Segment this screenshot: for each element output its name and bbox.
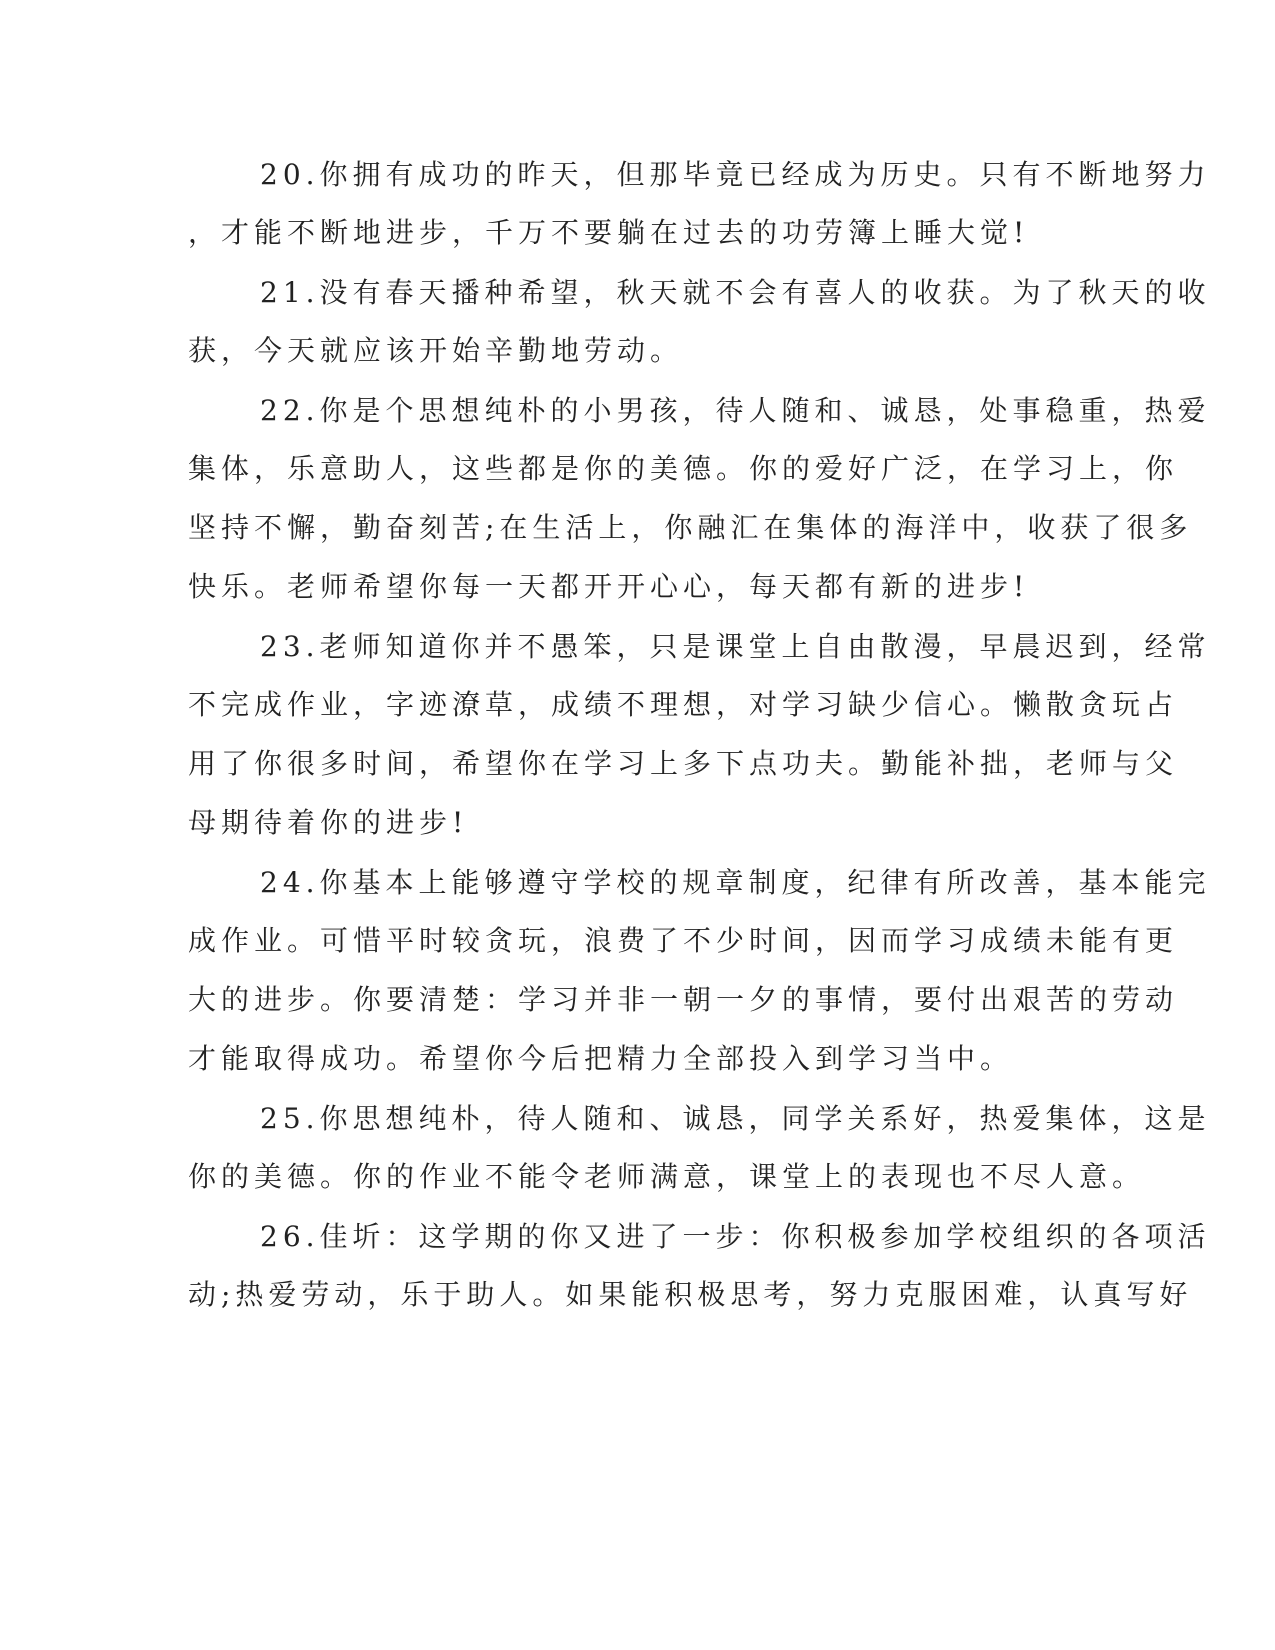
paragraph-21-line-1: 21.没有春天播种希望，秋天就不会有喜人的收获。为了秋天的收	[260, 276, 1211, 309]
paragraph-24-line-4: 才能取得成功。希望你今后把精力全部投入到学习当中。	[188, 1042, 1014, 1075]
paragraph-26-line-2: 动;热爱劳动，乐于助人。如果能积极思考，努力克服困难，认真写好	[188, 1278, 1193, 1311]
paragraph-20-line-2: ，才能不断地进步，千万不要躺在过去的功劳簿上睡大觉!	[188, 216, 1030, 249]
paragraph-26-line-1: 26.佳圻：这学期的你又进了一步：你积极参加学校组织的各项活	[260, 1220, 1211, 1253]
paragraph-23-line-3: 用了你很多时间，希望你在学习上多下点功夫。勤能补拙，老师与父	[188, 747, 1179, 780]
paragraph-22-line-2: 集体，乐意助人，这些都是你的美德。你的爱好广泛，在学习上，你	[188, 452, 1179, 485]
paragraph-24-line-1: 24.你基本上能够遵守学校的规章制度，纪律有所改善，基本能完	[260, 866, 1211, 899]
paragraph-22-line-4: 快乐。老师希望你每一天都开开心心，每天都有新的进步!	[188, 570, 1030, 603]
paragraph-21-line-2: 获，今天就应该开始辛勤地劳动。	[188, 334, 684, 367]
paragraph-23-line-4: 母期待着你的进步!	[188, 806, 469, 839]
paragraph-20-line-1: 20.你拥有成功的昨天，但那毕竟已经成为历史。只有不断地努力	[260, 158, 1211, 191]
paragraph-23-line-1: 23.老师知道你并不愚笨，只是课堂上自由散漫，早晨迟到，经常	[260, 630, 1211, 663]
paragraph-22-line-3: 坚持不懈，勤奋刻苦;在生活上，你融汇在集体的海洋中，收获了很多	[188, 511, 1193, 544]
paragraph-23-line-2: 不完成作业，字迹潦草，成绩不理想，对学习缺少信心。懒散贪玩占	[188, 688, 1179, 721]
paragraph-25-line-2: 你的美德。你的作业不能令老师满意，课堂上的表现也不尽人意。	[188, 1160, 1146, 1193]
paragraph-24-line-3: 大的进步。你要清楚：学习并非一朝一夕的事情，要付出艰苦的劳动	[188, 983, 1179, 1016]
paragraph-25-line-1: 25.你思想纯朴，待人随和、诚恳，同学关系好，热爱集体，这是	[260, 1102, 1211, 1135]
paragraph-22-line-1: 22.你是个思想纯朴的小男孩，待人随和、诚恳，处事稳重，热爱	[260, 394, 1211, 427]
paragraph-24-line-2: 成作业。可惜平时较贪玩，浪费了不少时间，因而学习成绩未能有更	[188, 924, 1179, 957]
